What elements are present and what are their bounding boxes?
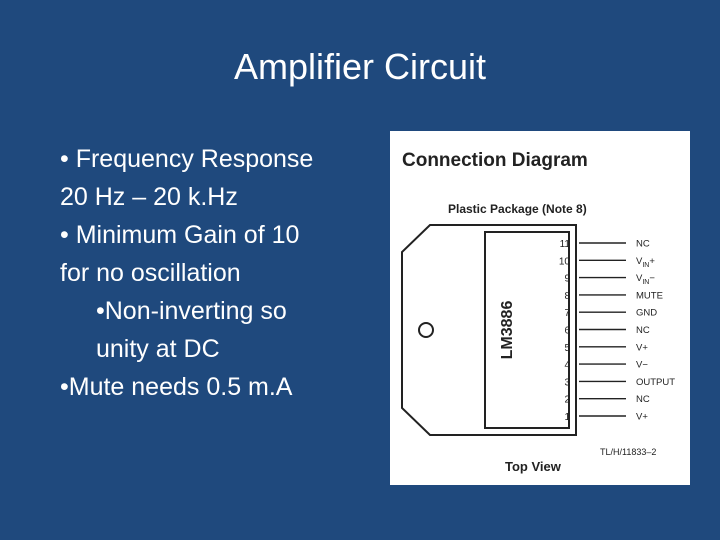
pin-row-3 [564,377,675,389]
chip-label: LM3886 [499,300,516,360]
pin-row-2 [564,394,649,406]
sub-bullet-non-inverting: •Non-inverting so [96,297,287,325]
pin-row-8 [564,290,662,302]
bullet-frequency-response: • Frequency Response [60,145,314,173]
pin-row-10 [559,256,655,269]
pin-row-5 [564,342,648,354]
bullet-list [60,140,380,406]
pin-number-1: 1 [564,412,570,423]
diagram-heading: Connection Diagram [402,150,588,171]
pin-number-11: 11 [559,239,570,250]
pin-signal-5: V+ [636,342,648,354]
bullet-frequency-range: 20 Hz – 20 k.Hz [60,183,238,211]
die-outline [485,232,569,428]
pin-number-6: 6 [564,325,570,337]
pin-signal-3: OUTPUT [636,376,676,388]
pin-row-6 [564,325,649,337]
diagram-package-label: Plastic Package (Note 8) [448,202,587,216]
pin-number-10: 10 [558,256,570,268]
pin-signal-1: V+ [636,411,648,423]
bullet-mute-current: •Mute needs 0.5 m.A [60,373,293,401]
pin-row-9 [564,273,655,286]
pin-signal-8: MUTE [636,290,663,302]
pin-number-4: 4 [564,360,570,372]
package-outline [402,225,576,435]
pin-row-11 [560,239,650,251]
pin-row-1 [564,412,648,424]
pin-number-5: 5 [564,342,570,354]
connection-diagram-svg [390,131,690,485]
pin-number-2: 2 [564,394,570,406]
pin-row-4 [564,360,648,372]
pin-signal-9: $V_{IN}-$ [636,273,655,287]
pin-signal-11: NC [636,238,650,250]
pin-number-3: 3 [564,377,570,389]
diagram-reference: TL/H/11833–2 [600,447,657,457]
pin-signal-2: NC [636,394,650,406]
pin-row-7 [564,308,657,320]
pin-signal-4: V− [636,359,648,371]
bullet-no-oscillation: for no oscillation [60,259,241,287]
sub-bullet-unity-dc: unity at DC [96,335,220,363]
pin-signal-6: NC [636,325,650,336]
pin-number-8: 8 [564,290,570,302]
pin-one-indicator-icon [419,323,433,337]
pin-number-9: 9 [564,273,570,285]
bullet-minimum-gain: • Minimum Gain of 10 [60,221,300,249]
slide-title: Amplifier Circuit [233,46,487,87]
pin-signal-7: GND [636,307,658,319]
pin-number-7: 7 [564,308,570,320]
pin-signal-10: $V_{IN}+$ [636,255,655,269]
diagram-view-label: Top View [505,459,561,474]
connection-diagram-figure [390,131,690,485]
